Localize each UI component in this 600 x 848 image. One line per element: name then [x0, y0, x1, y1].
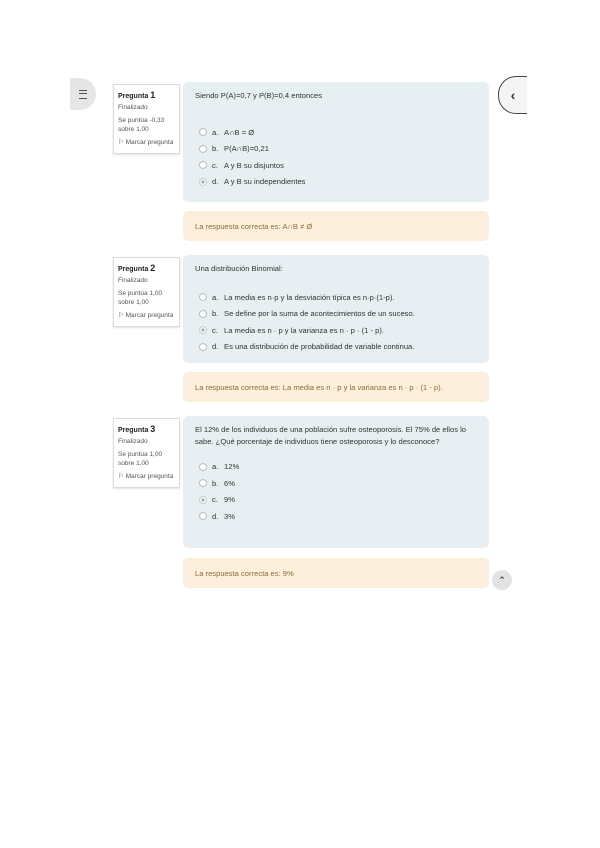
answer-list [195, 124, 477, 190]
flag-icon: ⚐ [118, 472, 124, 480]
answer-radio[interactable] [199, 145, 207, 153]
answer-letter: c. [212, 325, 218, 335]
answer-text: 12% [224, 462, 240, 472]
answer-text: 9% [224, 495, 235, 505]
answer-text: A y B su independientes [224, 177, 306, 187]
answer-radio[interactable] [199, 463, 207, 471]
answer-option[interactable] [195, 508, 477, 525]
answer-text: P(A∩B)=0,21 [224, 144, 269, 154]
flag-question-label: Marcar pregunta [125, 311, 174, 319]
answer-text: 3% [224, 511, 235, 521]
question-info-3 [113, 418, 180, 488]
question-feedback-3: La respuesta correcta es: 9% [183, 558, 489, 588]
answer-list [195, 289, 477, 355]
question-state: Finalizado [118, 104, 148, 112]
question-text: El 12% de los individuos de una población sufre osteoporosis. El 75% de ellos lo sabe. ¿Qué porcentaje de individuos tiene osteoporosis y lo desconoce? [195, 425, 467, 447]
question-grade: Se puntúa 1,00 sobre 1,00 [118, 290, 163, 306]
answer-text: Es una distribución de probabilidad de variable continua. [224, 342, 415, 352]
hamburger-icon [79, 90, 87, 99]
answer-radio[interactable] [199, 161, 207, 169]
answer-radio-selected[interactable] [199, 496, 207, 504]
question-text: Siendo P(A)=0,7 y P(B)=0,4 entonces [195, 91, 323, 100]
flag-question-link[interactable] [118, 312, 175, 321]
chevron-up-icon: ⌃ [498, 574, 506, 585]
answer-option[interactable] [195, 157, 477, 174]
answer-letter: b. [212, 478, 219, 488]
question-state: Finalizado [118, 438, 148, 446]
answer-radio[interactable] [199, 479, 207, 487]
back-to-top-button[interactable] [492, 570, 512, 590]
answer-text: 6% [224, 478, 235, 488]
answer-radio-selected[interactable] [199, 178, 207, 186]
answer-text: La media es n·p y la desviación típica es n·p·(1-p). [224, 292, 395, 302]
answer-radio[interactable] [199, 128, 207, 136]
question-number: 2 [150, 263, 156, 273]
question-info-2 [113, 257, 180, 327]
question-grade: Se puntúa 1,00 sobre 1,00 [118, 451, 163, 467]
block-drawer-toggle-button[interactable] [498, 76, 527, 114]
answer-option[interactable] [195, 491, 477, 508]
question-content-3 [183, 416, 489, 548]
answer-radio-selected[interactable] [199, 326, 207, 334]
answer-letter: a. [212, 292, 219, 302]
answer-option[interactable] [195, 339, 477, 356]
drawer-toggle-button[interactable] [70, 78, 96, 110]
answer-radio[interactable] [199, 293, 207, 301]
answer-text: A∩B = Ø [224, 127, 255, 137]
answer-option[interactable] [195, 475, 477, 492]
answer-option[interactable] [195, 289, 477, 306]
answer-radio[interactable] [199, 512, 207, 520]
answer-option[interactable] [195, 458, 477, 475]
question-label: Pregunta [118, 93, 149, 100]
flag-question-link[interactable] [118, 473, 175, 482]
answer-option[interactable] [195, 306, 477, 323]
question-label: Pregunta [118, 266, 149, 273]
question-label: Pregunta [118, 427, 149, 434]
question-feedback-2: La respuesta correcta es: La media es n · p y la varianza es n · p · (1 - p). [183, 372, 489, 402]
answer-radio[interactable] [199, 343, 207, 351]
flag-question-label: Marcar pregunta [125, 138, 174, 146]
answer-letter: d. [212, 342, 219, 352]
question-content-1 [183, 82, 489, 202]
question-number: 3 [150, 424, 156, 434]
answer-letter: c. [212, 160, 218, 170]
question-content-2 [183, 255, 489, 363]
answer-letter: d. [212, 511, 219, 521]
answer-text: Se define por la suma de acontecimientos de un suceso. [224, 309, 415, 319]
question-text: Una distribución Binomial: [195, 264, 283, 273]
answer-option[interactable] [195, 322, 477, 339]
answer-option[interactable] [195, 124, 477, 141]
question-info-1 [113, 84, 180, 154]
answer-option[interactable] [195, 141, 477, 158]
question-feedback-1: La respuesta correcta es: A∩B ≠ Ø [183, 211, 489, 241]
answer-radio[interactable] [199, 310, 207, 318]
answer-text: A y B su disjuntos [224, 160, 284, 170]
answer-letter: b. [212, 309, 219, 319]
answer-letter: a. [212, 127, 219, 137]
flag-question-link[interactable] [118, 139, 175, 148]
answer-text: La media es n · p y la varianza es n · p · (1 - p). [224, 325, 384, 335]
flag-question-label: Marcar pregunta [125, 472, 174, 480]
question-state: Finalizado [118, 277, 148, 285]
answer-option[interactable] [195, 174, 477, 191]
flag-icon: ⚐ [118, 138, 124, 146]
answer-letter: d. [212, 177, 219, 187]
question-grade: Se puntúa -0,33 sobre 1,00 [118, 117, 165, 133]
flag-icon: ⚐ [118, 311, 124, 319]
question-number: 1 [150, 90, 156, 100]
chevron-left-icon: ‹ [510, 87, 516, 103]
answer-letter: b. [212, 144, 219, 154]
answer-list [195, 458, 477, 524]
answer-letter: a. [212, 462, 219, 472]
answer-letter: c. [212, 495, 218, 505]
